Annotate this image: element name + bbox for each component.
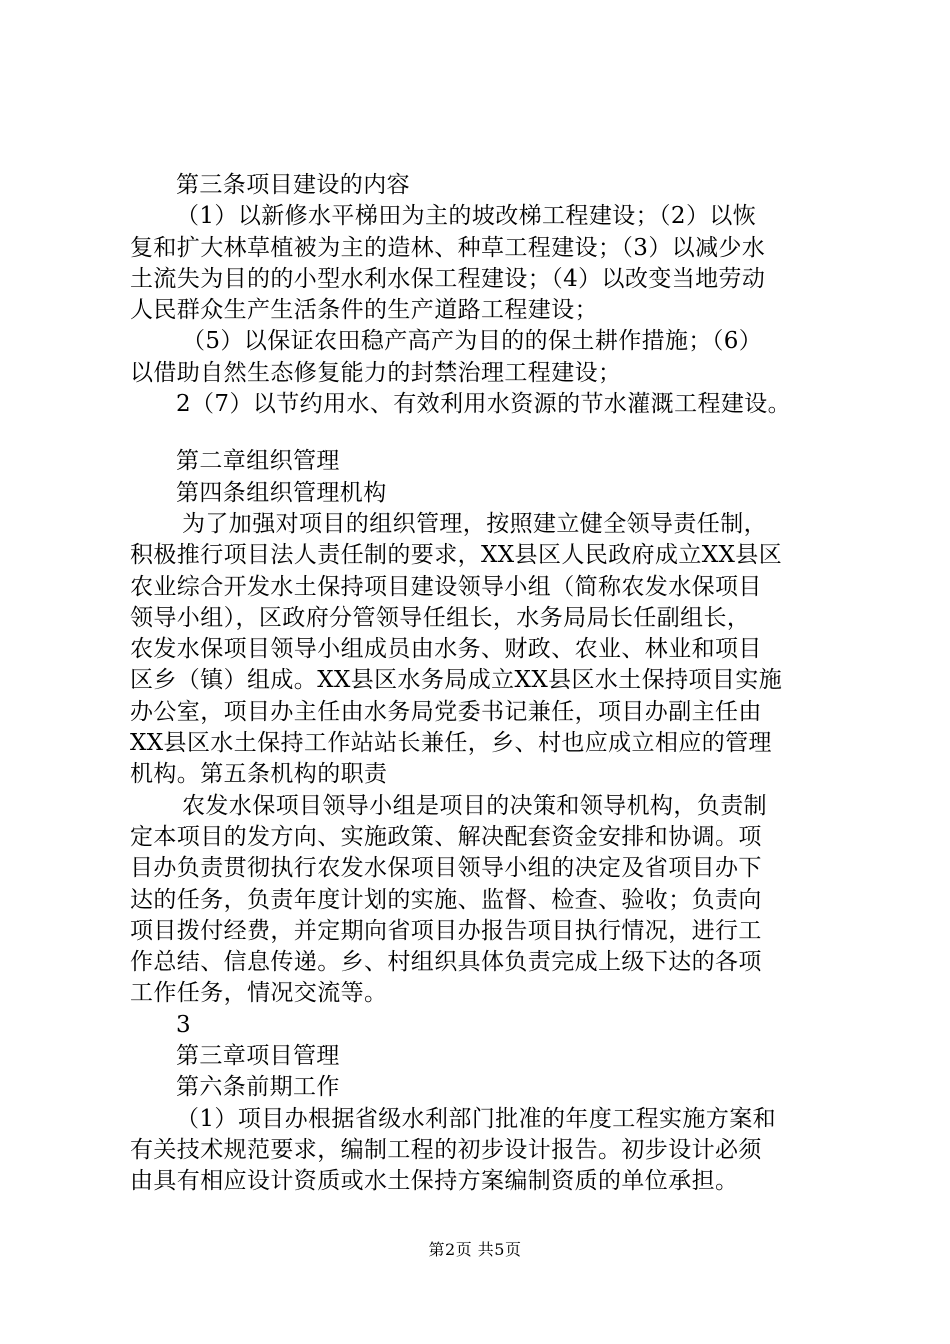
paragraph-line: 办公室，项目办主任由水务局党委书记兼任，项目办副主任由 — [130, 698, 762, 725]
paragraph-line: 为了加强对项目的组织管理，按照建立健全领导责任制， — [182, 510, 767, 537]
paragraph-line: （1）项目办根据省级水利部门批准的年度工程实施方案和 — [176, 1105, 777, 1132]
paragraph-line: 作总结、信息传递。乡、村组织具体负责完成上级下达的各项 — [130, 949, 762, 976]
paragraph-line: 以借助自然生态修复能力的封禁治理工程建设； — [130, 359, 622, 386]
paragraph-line: 人民群众生产生活条件的生产道路工程建设； — [130, 297, 598, 324]
article-3-heading: 第三条项目建设的内容 — [176, 172, 410, 198]
article-4-heading: 第四条组织管理机构 — [176, 479, 387, 506]
chapter-3-heading: 第三章项目管理 — [176, 1043, 340, 1070]
paragraph-line: 达的任务，负责年度计划的实施、监督、检查、验收；负责向 — [130, 886, 762, 913]
paragraph-line: 项目拨付经费，并定期向省项目办报告项目执行情况，进行工 — [130, 917, 762, 944]
page-footer: 第2页 共5页 — [428, 1240, 522, 1259]
article-6-heading: 第六条前期工作 — [176, 1074, 340, 1101]
paragraph-line: 领导小组），区政府分管领导任组长，水务局局长任副组长， — [130, 604, 751, 631]
paragraph-line: （5）以保证农田稳产高产为目的的保土耕作措施；（6） — [182, 328, 763, 355]
paragraph-line: 定本项目的发方向、实施政策、解决配套资金安排和协调。项 — [130, 823, 762, 850]
inline-page-number: 3 — [176, 1011, 192, 1038]
paragraph-line: 农发水保项目领导小组是项目的决策和领导机构，负责制 — [182, 792, 767, 819]
paragraph-line: 土流失为目的的小型水利水保工程建设；（4）以改变当地劳动 — [130, 265, 766, 292]
paragraph-line: 复和扩大林草植被为主的造林、种草工程建设；（3）以减少水 — [130, 234, 766, 261]
paragraph-line: 目办负责贯彻执行农发水保项目领导小组的决定及省项目办下 — [130, 855, 762, 882]
paragraph-line: （1）以新修水平梯田为主的坡改梯工程建设；（2）以恢 — [176, 203, 757, 230]
section-gap — [130, 420, 840, 446]
paragraph-line: 区乡（镇）组成。XX县区水务局成立XX县区水土保持项目实施 — [130, 667, 783, 694]
paragraph-line: 工作任务，情况交流等。 — [130, 980, 388, 1007]
paragraph-line: 农发水保项目领导小组成员由水务、财政、农业、林业和项目 — [130, 636, 762, 663]
paragraph-line: 有关技术规范要求，编制工程的初步设计报告。初步设计必须 — [130, 1136, 762, 1163]
paragraph-line: 由具有相应设计资质或水土保持方案编制资质的单位承担。 — [130, 1168, 739, 1195]
paragraph-line: XX县区水土保持工作站站长兼任，乡、村也应成立相应的管理 — [130, 730, 772, 757]
document-body — [130, 170, 840, 1198]
chapter-2-heading: 第二章组织管理 — [176, 448, 340, 475]
paragraph-line: 2（7）以节约用水、有效利用水资源的节水灌溉工程建设。 — [176, 391, 792, 418]
paragraph-line: 农业综合开发水土保持项目建设领导小组（简称农发水保项目 — [130, 573, 762, 600]
paragraph-line: 机构。第五条机构的职责 — [130, 761, 388, 788]
paragraph-line: 积极推行项目法人责任制的要求，XX县区人民政府成立XX县区 — [130, 542, 783, 569]
